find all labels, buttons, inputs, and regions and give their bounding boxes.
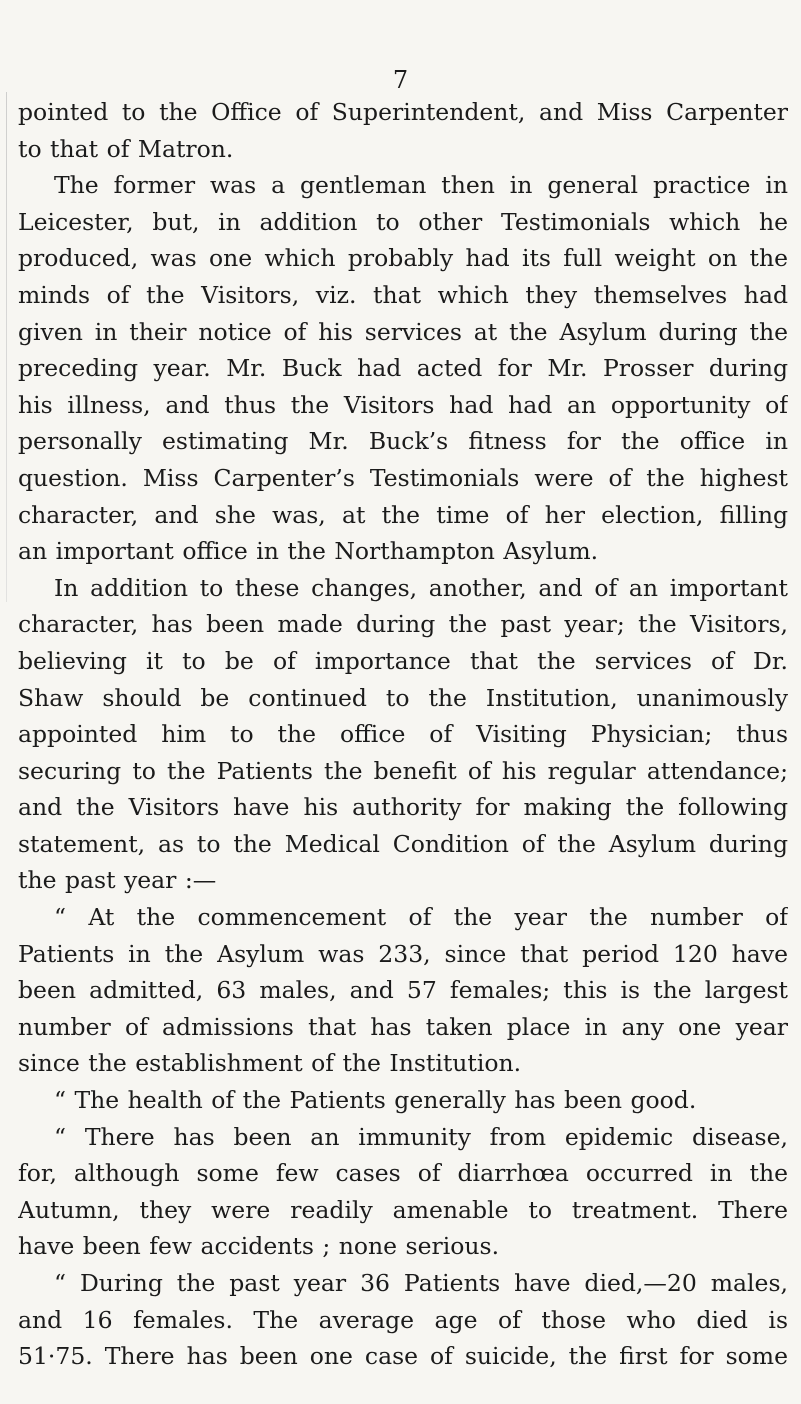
text-line: pointed to the Office of Superintendent, and Miss Carpenter [18, 98, 788, 126]
text-line: given in their notice of his services at the Asylum during the [18, 317, 788, 346]
text-line: Shaw should be continued to the Institution, unanimously [18, 683, 788, 712]
text-line: The former was a gentleman then in general practice in [54, 171, 788, 200]
text-line: and 16 females. The average age of those who died is [18, 1305, 788, 1334]
text-line: Leicester, but, in addition to other Testimonials which he [18, 207, 788, 236]
text-line: the past year :— [18, 866, 217, 895]
text-line: Autumn, they were readily amenable to treatment. There [18, 1195, 788, 1224]
binding-edge-shadow [6, 92, 7, 602]
text-line: for, although some few cases of diarrhœa occurred in the [18, 1159, 788, 1188]
text-line: “ The health of the Patients generally has been good. [54, 1086, 697, 1115]
text-line: character, has been made during the past year; the Visitors, [18, 610, 788, 639]
body-text [18, 94, 788, 1375]
text-line: his illness, and thus the Visitors had had an opportunity of [18, 390, 788, 419]
text-line: to that of Matron. [18, 134, 234, 163]
text-line: believing it to be of importance that the services of Dr. [18, 646, 788, 675]
text-line: minds of the Visitors, viz. that which they themselves had [18, 280, 788, 309]
text-line: number of admissions that has taken place in any one year [18, 1012, 788, 1041]
text-line: “ At the commencement of the year the number of [54, 903, 788, 932]
text-line: question. Miss Carpenter’s Testimonials were of the highest [18, 463, 788, 492]
text-line: In addition to these changes, another, and of an important [54, 573, 788, 602]
text-line: been admitted, 63 males, and 57 females; this is the largest [18, 976, 788, 1005]
text-line: appointed him to the office of Visiting Physician; thus [18, 720, 788, 749]
text-line: statement, as to the Medical Condition of the Asylum during [18, 829, 788, 858]
text-line: an important office in the Northampton Asylum. [18, 537, 599, 566]
page-number: 7 [392, 66, 409, 94]
text-line: since the establishment of the Institution. [18, 1049, 522, 1078]
text-line: have been few accidents ; none serious. [18, 1232, 500, 1261]
text-line: “ There has been an immunity from epidemic disease, [54, 1122, 788, 1151]
text-line: 51·75. There has been one case of suicide, the first for some [18, 1342, 788, 1371]
text-line: personally estimating Mr. Buck’s fitness for the office in [18, 427, 788, 456]
text-line: “ During the past year 36 Patients have died,—20 males, [54, 1269, 788, 1297]
text-line: produced, was one which probably had its full weight on the [18, 244, 788, 273]
text-line: securing to the Patients the benefit of his regular attendance; [18, 756, 788, 785]
text-line: preceding year. Mr. Buck had acted for Mr. Prosser during [18, 354, 788, 383]
text-line: character, and she was, at the time of her election, filling [18, 500, 788, 529]
text-line: Patients in the Asylum was 233, since that period 120 have [18, 939, 788, 968]
text-line: and the Visitors have his authority for making the following [18, 793, 788, 822]
